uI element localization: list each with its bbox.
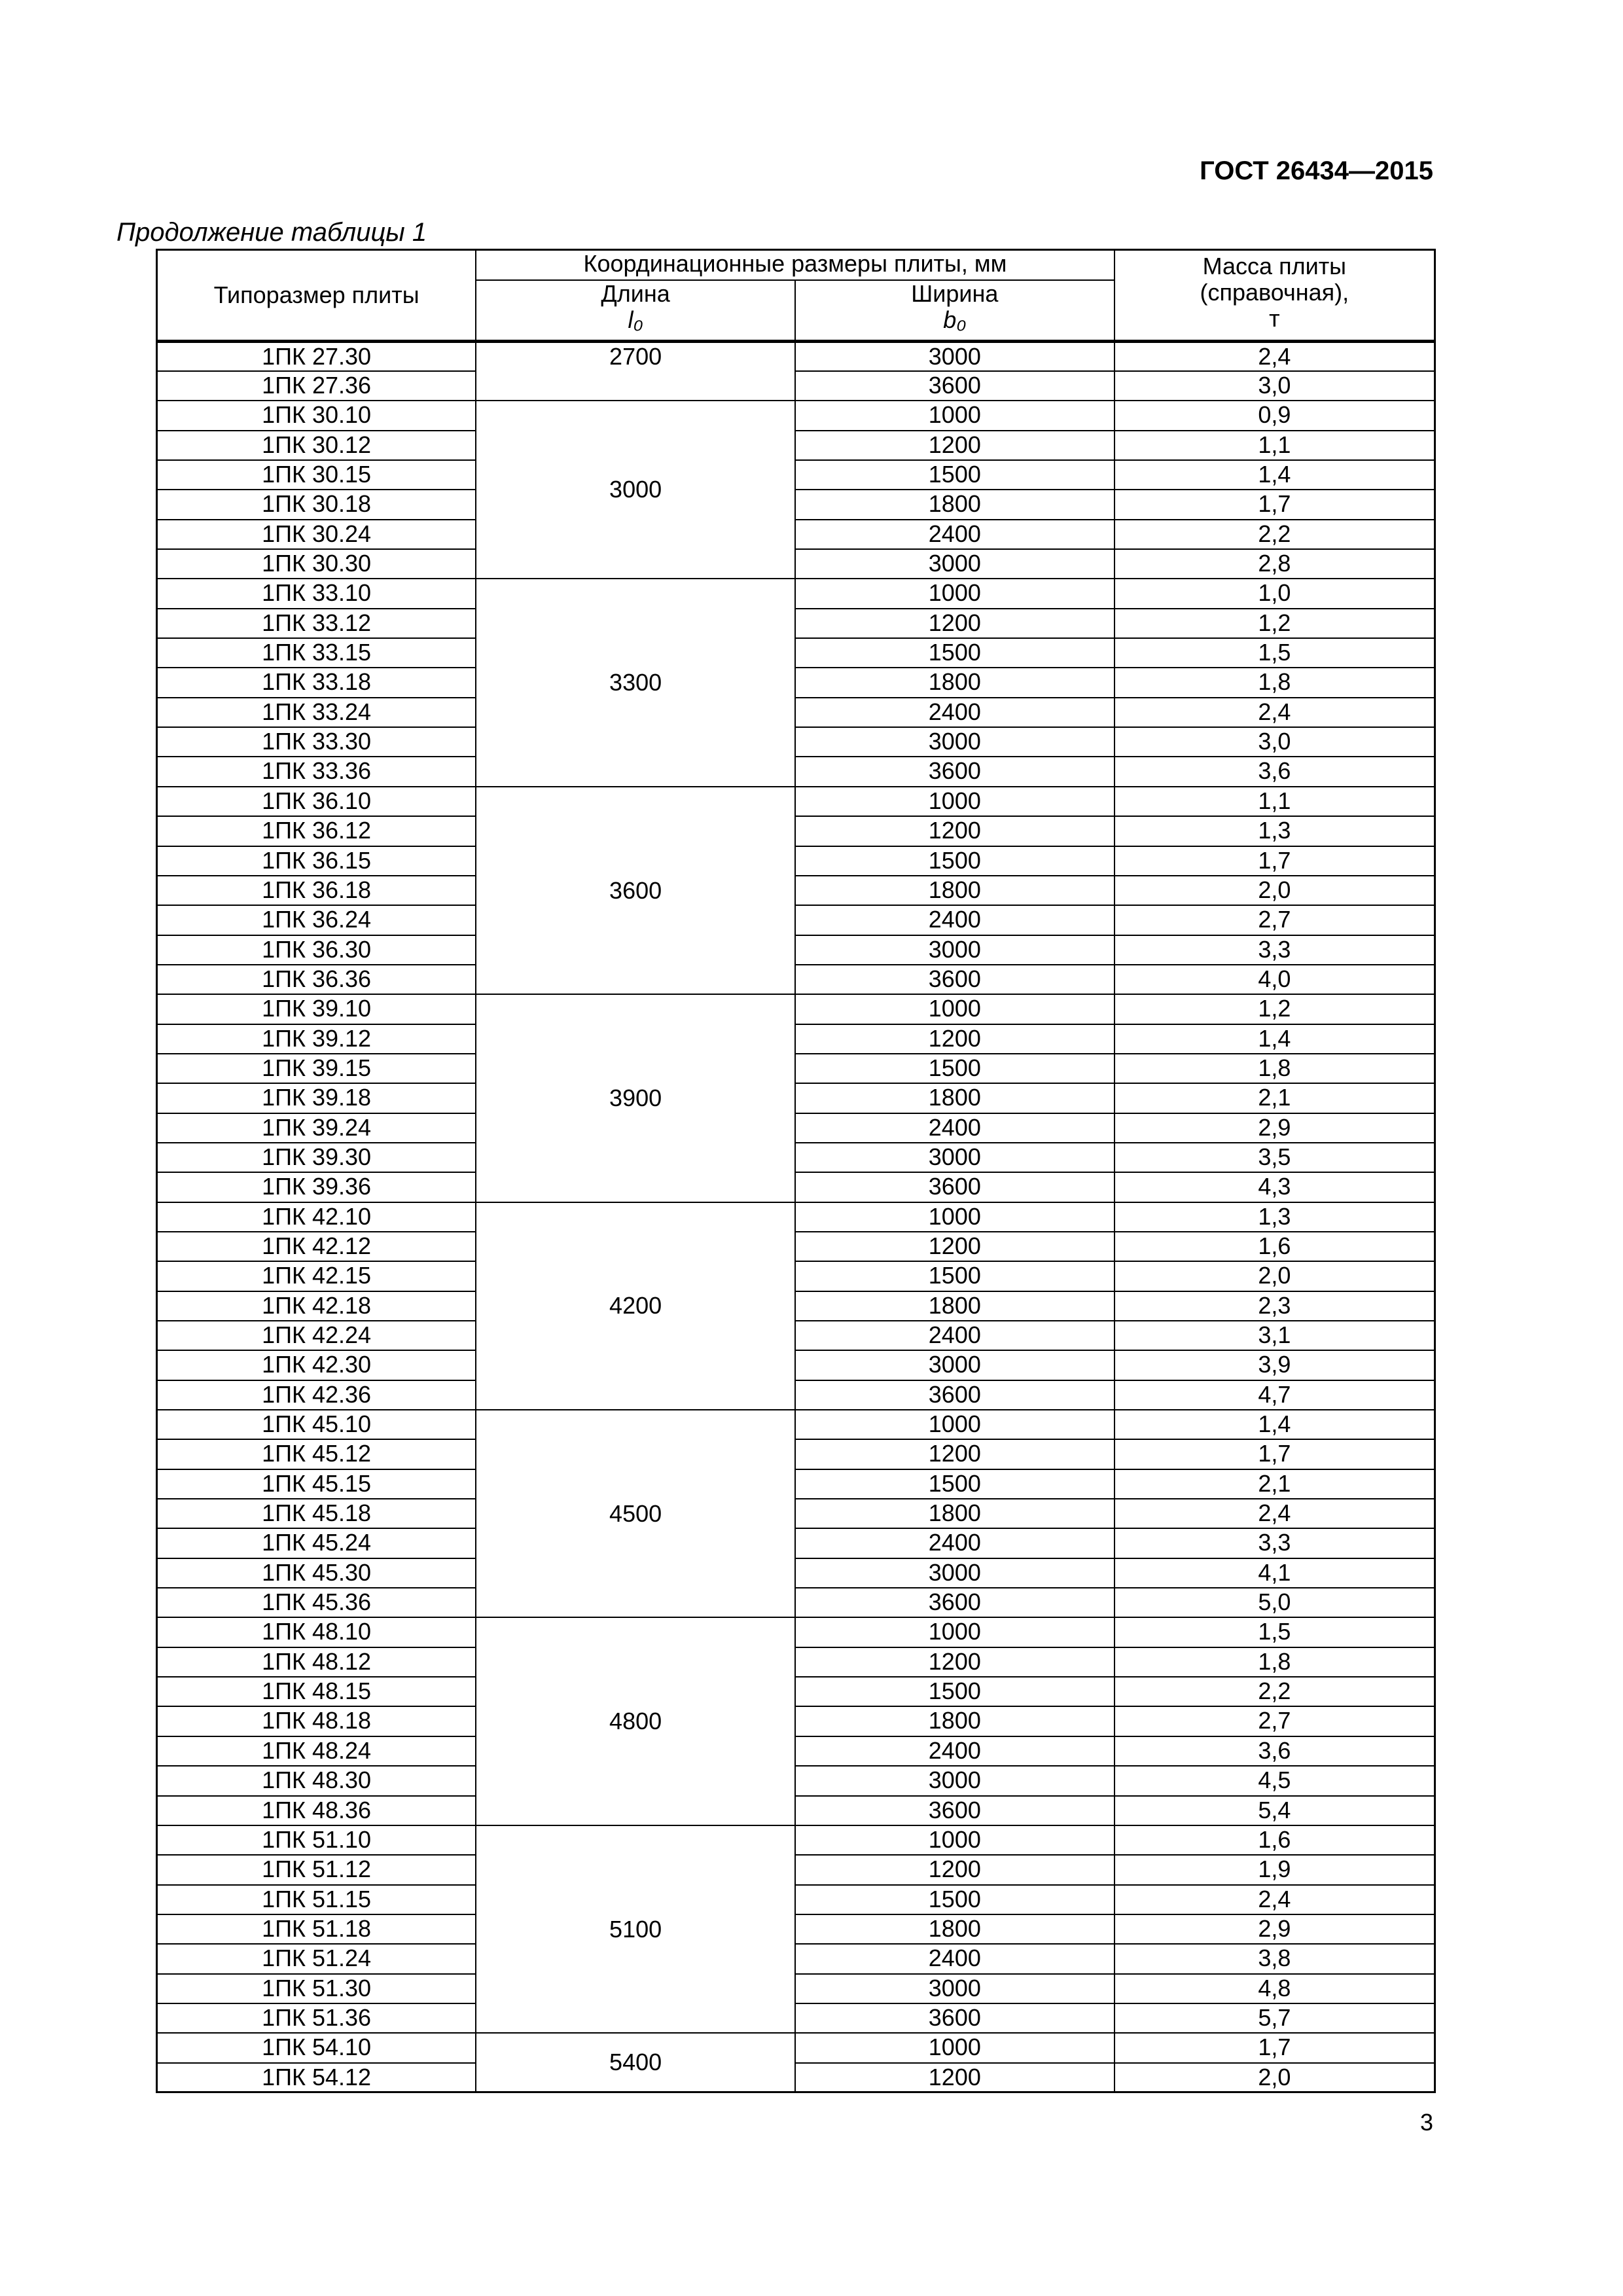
header-length-symbol: l₀ (628, 306, 643, 333)
cell-width: 1200 (795, 609, 1115, 638)
cell-mass: 2,4 (1115, 698, 1435, 727)
cell-mass: 1,7 (1115, 846, 1435, 876)
cell-width: 3600 (795, 1588, 1115, 1617)
cell-width: 2400 (795, 1113, 1115, 1143)
cell-type: 1ПК 48.18 (157, 1706, 476, 1736)
cell-type: 1ПК 27.36 (157, 371, 476, 401)
cell-mass: 1,7 (1115, 490, 1435, 519)
cell-mass: 2,4 (1115, 1499, 1435, 1528)
cell-mass: 1,2 (1115, 609, 1435, 638)
table-row (157, 757, 1435, 786)
cell-mass: 3,3 (1115, 1528, 1435, 1558)
cell-type: 1ПК 33.36 (157, 757, 476, 786)
cell-type: 1ПК 45.24 (157, 1528, 476, 1558)
header-width-label: Ширина (911, 280, 999, 307)
cell-width: 1000 (795, 2033, 1115, 2062)
cell-width: 3600 (795, 965, 1115, 994)
cell-mass: 3,5 (1115, 1143, 1435, 1172)
table-row (157, 1617, 1435, 1647)
table-row (157, 579, 1435, 608)
cell-mass: 3,6 (1115, 1736, 1435, 1766)
cell-type: 1ПК 39.15 (157, 1054, 476, 1083)
standard-code: ГОСТ 26434—2015 (1200, 156, 1433, 185)
cell-length: 5100 (476, 1825, 795, 2033)
cell-width: 3000 (795, 1143, 1115, 1172)
cell-mass: 5,4 (1115, 1796, 1435, 1825)
header-width-symbol: b₀ (943, 306, 967, 333)
table-row (157, 1825, 1435, 1855)
cell-mass: 5,7 (1115, 2003, 1435, 2033)
cell-mass: 1,4 (1115, 1024, 1435, 1054)
cell-width: 1500 (795, 1469, 1115, 1499)
table-row (157, 935, 1435, 965)
cell-length: 4800 (476, 1617, 795, 1825)
cell-mass: 5,0 (1115, 1588, 1435, 1617)
header-type-label: Типоразмер плиты (213, 281, 419, 308)
cell-length: 3000 (476, 401, 795, 579)
table-row (157, 1469, 1435, 1499)
cell-type: 1ПК 39.30 (157, 1143, 476, 1172)
cell-type: 1ПК 36.30 (157, 935, 476, 965)
cell-mass: 4,0 (1115, 965, 1435, 994)
cell-width: 3000 (795, 342, 1115, 372)
cell-type: 1ПК 36.36 (157, 965, 476, 994)
table-row (157, 1528, 1435, 1558)
cell-mass: 1,7 (1115, 1439, 1435, 1469)
cell-type: 1ПК 33.18 (157, 668, 476, 697)
table-row (157, 1291, 1435, 1321)
cell-type: 1ПК 51.36 (157, 2003, 476, 2033)
cell-width: 1500 (795, 638, 1115, 668)
cell-mass: 3,6 (1115, 757, 1435, 786)
table-row (157, 431, 1435, 460)
cell-type: 1ПК 42.15 (157, 1261, 476, 1291)
table-row (157, 1261, 1435, 1291)
table-row (157, 1232, 1435, 1261)
cell-width: 1000 (795, 1617, 1115, 1647)
header-mass-note: (справочная), (1200, 279, 1349, 306)
cell-mass: 1,2 (1115, 994, 1435, 1024)
cell-type: 1ПК 51.12 (157, 1855, 476, 1884)
cell-width: 3000 (795, 935, 1115, 965)
table-row (157, 698, 1435, 727)
cell-type: 1ПК 39.12 (157, 1024, 476, 1054)
header-mass-unit: т (1269, 305, 1280, 332)
cell-width: 1000 (795, 1825, 1115, 1855)
header-mass (1115, 250, 1435, 342)
table-row (157, 1439, 1435, 1469)
cell-width: 3600 (795, 2003, 1115, 2033)
cell-type: 1ПК 51.15 (157, 1885, 476, 1914)
cell-width: 1000 (795, 579, 1115, 608)
table-row (157, 1410, 1435, 1439)
table-row (157, 1736, 1435, 1766)
header-length (476, 280, 795, 342)
cell-type: 1ПК 30.12 (157, 431, 476, 460)
cell-type: 1ПК 45.36 (157, 1588, 476, 1617)
table-row (157, 1944, 1435, 1973)
table-row (157, 460, 1435, 490)
table-row (157, 1855, 1435, 1884)
cell-type: 1ПК 48.12 (157, 1647, 476, 1677)
cell-type: 1ПК 33.24 (157, 698, 476, 727)
cell-type: 1ПК 33.15 (157, 638, 476, 668)
cell-mass: 2,2 (1115, 1677, 1435, 1706)
cell-width: 1500 (795, 846, 1115, 876)
cell-width: 1000 (795, 1202, 1115, 1232)
header-coord-label: Координационные размеры плиты, мм (583, 250, 1007, 277)
cell-mass: 2,7 (1115, 905, 1435, 935)
cell-width: 1200 (795, 816, 1115, 846)
cell-width: 2400 (795, 905, 1115, 935)
table-row (157, 668, 1435, 697)
table-row (157, 1172, 1435, 1202)
cell-width: 3600 (795, 1380, 1115, 1410)
header-width (795, 280, 1115, 342)
cell-type: 1ПК 39.24 (157, 1113, 476, 1143)
cell-type: 1ПК 45.12 (157, 1439, 476, 1469)
table-row (157, 1054, 1435, 1083)
cell-type: 1ПК 36.15 (157, 846, 476, 876)
cell-mass: 1,4 (1115, 1410, 1435, 1439)
cell-width: 1800 (795, 876, 1115, 905)
cell-type: 1ПК 33.12 (157, 609, 476, 638)
table-row (157, 1588, 1435, 1617)
page-number: 3 (1419, 2109, 1433, 2136)
cell-width: 2400 (795, 1321, 1115, 1350)
cell-width: 1500 (795, 1677, 1115, 1706)
cell-width: 1000 (795, 401, 1115, 430)
cell-type: 1ПК 48.15 (157, 1677, 476, 1706)
cell-type: 1ПК 45.15 (157, 1469, 476, 1499)
cell-mass: 2,4 (1115, 342, 1435, 372)
cell-mass: 1,5 (1115, 1617, 1435, 1647)
cell-mass: 3,9 (1115, 1350, 1435, 1380)
cell-mass: 3,0 (1115, 727, 1435, 757)
cell-width: 1500 (795, 460, 1115, 490)
cell-type: 1ПК 36.18 (157, 876, 476, 905)
table-row (157, 1914, 1435, 1944)
table-row (157, 371, 1435, 401)
table-row (157, 816, 1435, 846)
cell-mass: 1,8 (1115, 1647, 1435, 1677)
cell-type: 1ПК 48.10 (157, 1617, 476, 1647)
cell-length: 3900 (476, 994, 795, 1202)
cell-mass: 2,9 (1115, 1113, 1435, 1143)
cell-mass: 1,3 (1115, 816, 1435, 846)
plates-table (156, 249, 1436, 2093)
cell-type: 1ПК 42.30 (157, 1350, 476, 1380)
cell-mass: 0,9 (1115, 401, 1435, 430)
cell-type: 1ПК 27.30 (157, 342, 476, 372)
cell-mass: 2,3 (1115, 1291, 1435, 1321)
table-caption: Продолжение таблицы 1 (116, 218, 427, 247)
cell-type: 1ПК 33.10 (157, 579, 476, 608)
cell-mass: 3,0 (1115, 371, 1435, 401)
cell-type: 1ПК 54.12 (157, 2063, 476, 2092)
table-row (157, 2003, 1435, 2033)
cell-type: 1ПК 39.10 (157, 994, 476, 1024)
cell-type: 1ПК 42.36 (157, 1380, 476, 1410)
cell-width: 2400 (795, 1944, 1115, 1973)
table-row (157, 1380, 1435, 1410)
cell-mass: 1,6 (1115, 1232, 1435, 1261)
cell-width: 1800 (795, 1706, 1115, 1736)
cell-mass: 2,9 (1115, 1914, 1435, 1944)
cell-width: 1200 (795, 1647, 1115, 1677)
table-row (157, 490, 1435, 519)
cell-width: 2400 (795, 1528, 1115, 1558)
cell-mass: 4,7 (1115, 1380, 1435, 1410)
table-row (157, 1113, 1435, 1143)
cell-width: 1500 (795, 1261, 1115, 1291)
cell-mass: 3,1 (1115, 1321, 1435, 1350)
cell-width: 2400 (795, 1736, 1115, 1766)
cell-mass: 1,8 (1115, 668, 1435, 697)
table-row (157, 1558, 1435, 1588)
cell-mass: 2,4 (1115, 1885, 1435, 1914)
cell-width: 1800 (795, 1499, 1115, 1528)
cell-type: 1ПК 30.10 (157, 401, 476, 430)
cell-type: 1ПК 42.12 (157, 1232, 476, 1261)
table-row (157, 1885, 1435, 1914)
cell-length: 4500 (476, 1410, 795, 1617)
cell-mass: 4,3 (1115, 1172, 1435, 1202)
cell-width: 1000 (795, 994, 1115, 1024)
cell-type: 1ПК 48.30 (157, 1766, 476, 1795)
cell-mass: 2,0 (1115, 2063, 1435, 2092)
cell-width: 2400 (795, 520, 1115, 549)
table-row (157, 787, 1435, 816)
cell-type: 1ПК 42.24 (157, 1321, 476, 1350)
cell-type: 1ПК 33.30 (157, 727, 476, 757)
cell-mass: 2,7 (1115, 1706, 1435, 1736)
cell-mass: 1,1 (1115, 787, 1435, 816)
cell-width: 1200 (795, 1439, 1115, 1469)
cell-type: 1ПК 51.10 (157, 1825, 476, 1855)
cell-width: 3000 (795, 1974, 1115, 2003)
cell-length: 3600 (476, 787, 795, 994)
cell-mass: 2,1 (1115, 1083, 1435, 1113)
table-row (157, 727, 1435, 757)
cell-mass: 2,0 (1115, 1261, 1435, 1291)
cell-width: 1500 (795, 1054, 1115, 1083)
cell-width: 1800 (795, 1914, 1115, 1944)
cell-mass: 1,9 (1115, 1855, 1435, 1884)
table-row (157, 2033, 1435, 2062)
cell-width: 3000 (795, 1766, 1115, 1795)
cell-mass: 1,1 (1115, 431, 1435, 460)
table-row (157, 520, 1435, 549)
cell-width: 1800 (795, 668, 1115, 697)
cell-mass: 2,1 (1115, 1469, 1435, 1499)
table-row (157, 1083, 1435, 1113)
cell-type: 1ПК 51.18 (157, 1914, 476, 1944)
cell-width: 1000 (795, 1410, 1115, 1439)
table-row (157, 638, 1435, 668)
cell-width: 2400 (795, 698, 1115, 727)
table-row (157, 905, 1435, 935)
table-row (157, 994, 1435, 1024)
cell-type: 1ПК 36.24 (157, 905, 476, 935)
table-row (157, 342, 1435, 372)
cell-width: 1200 (795, 1024, 1115, 1054)
cell-length: 2700 (476, 342, 795, 401)
cell-type: 1ПК 36.12 (157, 816, 476, 846)
cell-width: 3000 (795, 1350, 1115, 1380)
cell-type: 1ПК 45.30 (157, 1558, 476, 1588)
cell-width: 1800 (795, 1083, 1115, 1113)
table-row (157, 1024, 1435, 1054)
cell-mass: 4,8 (1115, 1974, 1435, 2003)
table-row (157, 965, 1435, 994)
cell-mass: 3,8 (1115, 1944, 1435, 1973)
cell-type: 1ПК 39.36 (157, 1172, 476, 1202)
cell-width: 3600 (795, 371, 1115, 401)
cell-width: 1200 (795, 1232, 1115, 1261)
cell-width: 1000 (795, 787, 1115, 816)
cell-mass: 3,3 (1115, 935, 1435, 965)
table-row (157, 876, 1435, 905)
cell-type: 1ПК 42.18 (157, 1291, 476, 1321)
cell-length: 3300 (476, 579, 795, 786)
table-row (157, 1143, 1435, 1172)
cell-width: 1200 (795, 1855, 1115, 1884)
cell-width: 3600 (795, 757, 1115, 786)
cell-width: 1800 (795, 1291, 1115, 1321)
table-body (157, 342, 1435, 2092)
cell-type: 1ПК 51.30 (157, 1974, 476, 2003)
cell-type: 1ПК 48.24 (157, 1736, 476, 1766)
cell-mass: 1,7 (1115, 2033, 1435, 2062)
table-row (157, 1499, 1435, 1528)
table-row (157, 1974, 1435, 2003)
header-mass-label: Масса плиты (1202, 253, 1347, 279)
cell-mass: 1,8 (1115, 1054, 1435, 1083)
table-row (157, 1321, 1435, 1350)
cell-width: 3000 (795, 727, 1115, 757)
cell-type: 1ПК 30.24 (157, 520, 476, 549)
cell-mass: 4,1 (1115, 1558, 1435, 1588)
cell-mass: 1,3 (1115, 1202, 1435, 1232)
table-row (157, 2063, 1435, 2092)
cell-type: 1ПК 36.10 (157, 787, 476, 816)
cell-type: 1ПК 30.18 (157, 490, 476, 519)
cell-type: 1ПК 48.36 (157, 1796, 476, 1825)
table-row (157, 846, 1435, 876)
cell-mass: 2,8 (1115, 549, 1435, 579)
cell-width: 1200 (795, 2063, 1115, 2092)
cell-width: 3000 (795, 549, 1115, 579)
cell-width: 1500 (795, 1885, 1115, 1914)
table-row (157, 1677, 1435, 1706)
table-row (157, 1202, 1435, 1232)
cell-width: 1800 (795, 490, 1115, 519)
cell-width: 3600 (795, 1172, 1115, 1202)
header-length-label: Длина (601, 280, 670, 307)
table-row (157, 1647, 1435, 1677)
cell-length: 5400 (476, 2033, 795, 2092)
cell-width: 3000 (795, 1558, 1115, 1588)
cell-mass: 4,5 (1115, 1766, 1435, 1795)
cell-width: 1200 (795, 431, 1115, 460)
table-row (157, 549, 1435, 579)
cell-mass: 2,2 (1115, 520, 1435, 549)
table-row (157, 609, 1435, 638)
header-coord (476, 250, 1114, 281)
header-type (157, 250, 476, 342)
cell-length: 4200 (476, 1202, 795, 1410)
cell-type: 1ПК 39.18 (157, 1083, 476, 1113)
table-header (157, 250, 1435, 342)
table-row (157, 1796, 1435, 1825)
cell-type: 1ПК 54.10 (157, 2033, 476, 2062)
cell-type: 1ПК 51.24 (157, 1944, 476, 1973)
cell-type: 1ПК 30.30 (157, 549, 476, 579)
cell-mass: 1,0 (1115, 579, 1435, 608)
cell-mass: 1,4 (1115, 460, 1435, 490)
cell-type: 1ПК 45.18 (157, 1499, 476, 1528)
table-row (157, 401, 1435, 430)
cell-mass: 1,5 (1115, 638, 1435, 668)
cell-type: 1ПК 45.10 (157, 1410, 476, 1439)
cell-type: 1ПК 30.15 (157, 460, 476, 490)
cell-mass: 2,0 (1115, 876, 1435, 905)
table-row (157, 1766, 1435, 1795)
table-row (157, 1350, 1435, 1380)
cell-mass: 1,6 (1115, 1825, 1435, 1855)
cell-type: 1ПК 42.10 (157, 1202, 476, 1232)
table-row (157, 1706, 1435, 1736)
cell-width: 3600 (795, 1796, 1115, 1825)
